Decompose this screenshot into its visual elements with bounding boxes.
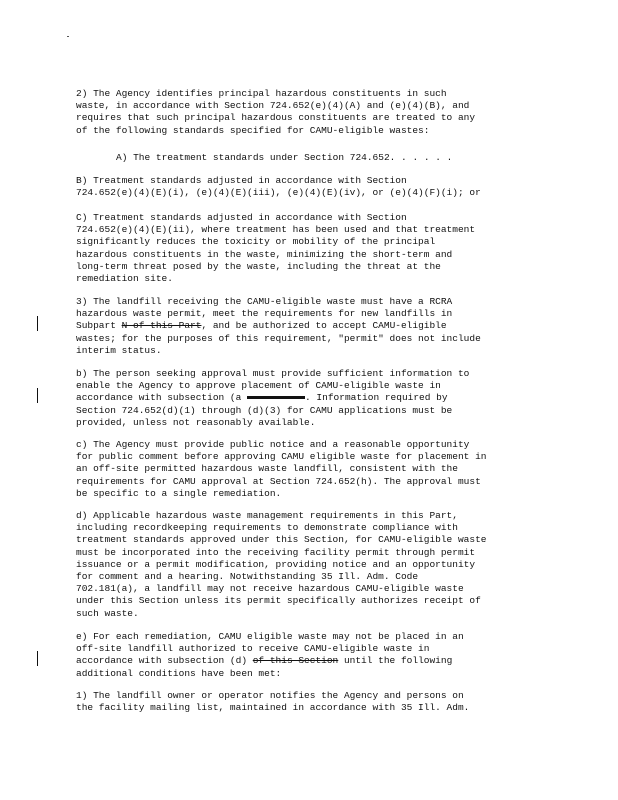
paragraph-b	[76, 368, 540, 429]
paragraph-3-text-b: , and be authorized to accept CAMU-eligible wastes; for the purposes of this requirement, "permit" does not include interim status.	[76, 320, 481, 356]
paragraph-e-text-a: e) For each remediation, CAMU eligible waste may not be placed in an off-site landfill authorized to receive CAMU-eligible waste in accordance with subsection (d)	[76, 631, 464, 667]
struck-text: of this Section	[252, 655, 339, 667]
paragraph-B: B) Treatment standards adjusted in accordance with Section 724.652(e)(4)(E)(i), (e)(4)(E)(iii), (e)(4)(E)(iv), or (e)(4)(F)(i); or	[76, 175, 481, 199]
scan-speck	[67, 36, 69, 37]
revision-bar	[37, 388, 38, 403]
paragraph-2: 2) The Agency identifies principal hazardous constituents in such waste, in accordance with Section 724.652(e)(4)(A) and (e)(4)(B), and requires that such principal hazardous constituents are treated to any of the following standards specified for CAMU-eligible wastes:	[76, 88, 476, 136]
paragraph-3-text-a: 3) The landfill receiving the CAMU-eligible waste must have a RCRA hazardous waste permit, meet the requirements for new landfills in Subpart	[76, 296, 453, 332]
paragraph-A: A) The treatment standards under Section 724.652. . . . . .	[116, 152, 453, 163]
paragraph-c: c) The Agency must provide public notice and a reasonable opportunity for public comment before approving CAMU eligible waste for placement in an off-site permitted hazardous waste landfill, consistent with the requirements for CAMU approval at Section 724.652(h). The approval must be specific to a single remediation.	[76, 439, 487, 499]
paragraph-3	[76, 296, 540, 357]
revision-bar	[37, 651, 38, 666]
revision-bar	[37, 316, 38, 331]
paragraph-e-text-b: until the following additional conditions have been met:	[76, 655, 453, 679]
paragraph-e	[76, 631, 540, 680]
struck-text: N of this Part	[121, 320, 202, 332]
paragraph-1: 1) The landfill owner or operator notifies the Agency and persons on the facility mailing list, maintained in accordance with 35 Ill. Adm.	[76, 690, 470, 714]
paragraph-b-text-b: . Information required by Section 724.652(d)(1) through (d)(3) for CAMU applications must be provided, unless not reasonably available.	[76, 392, 453, 428]
paragraph-C: C) Treatment standards adjusted in accordance with Section 724.652(e)(4)(E)(ii), where treatment has been used and that treatment significantly reduces the toxicity or mobility of the principal hazardous constituents in the waste, minimizing the short-term and long-term threat posed by the waste, including the threat at the remediation site.	[76, 212, 476, 285]
redaction-mark	[247, 396, 305, 399]
paragraph-b-text-a: b) The person seeking approval must provide sufficient information to enable the Agency to approve placement of CAMU-eligible waste in accordance with subsection (a	[76, 368, 470, 404]
paragraph-d: d) Applicable hazardous waste management requirements in this Part, including recordkeeping requirements to demonstrate compliance with treatment standards approved under this Section, for CAMU-eligible waste must be incorporated into the receiving facility permit through permit issuance or a permit modification, providing notice and an opportunity for comment and a hearing. Notwithstanding 35 Ill. Adm. Code 702.181(a), a landfill may not receive hazardous CAMU-eligible waste under this Section unless its permit specifically authorizes receipt of such waste.	[76, 510, 487, 619]
